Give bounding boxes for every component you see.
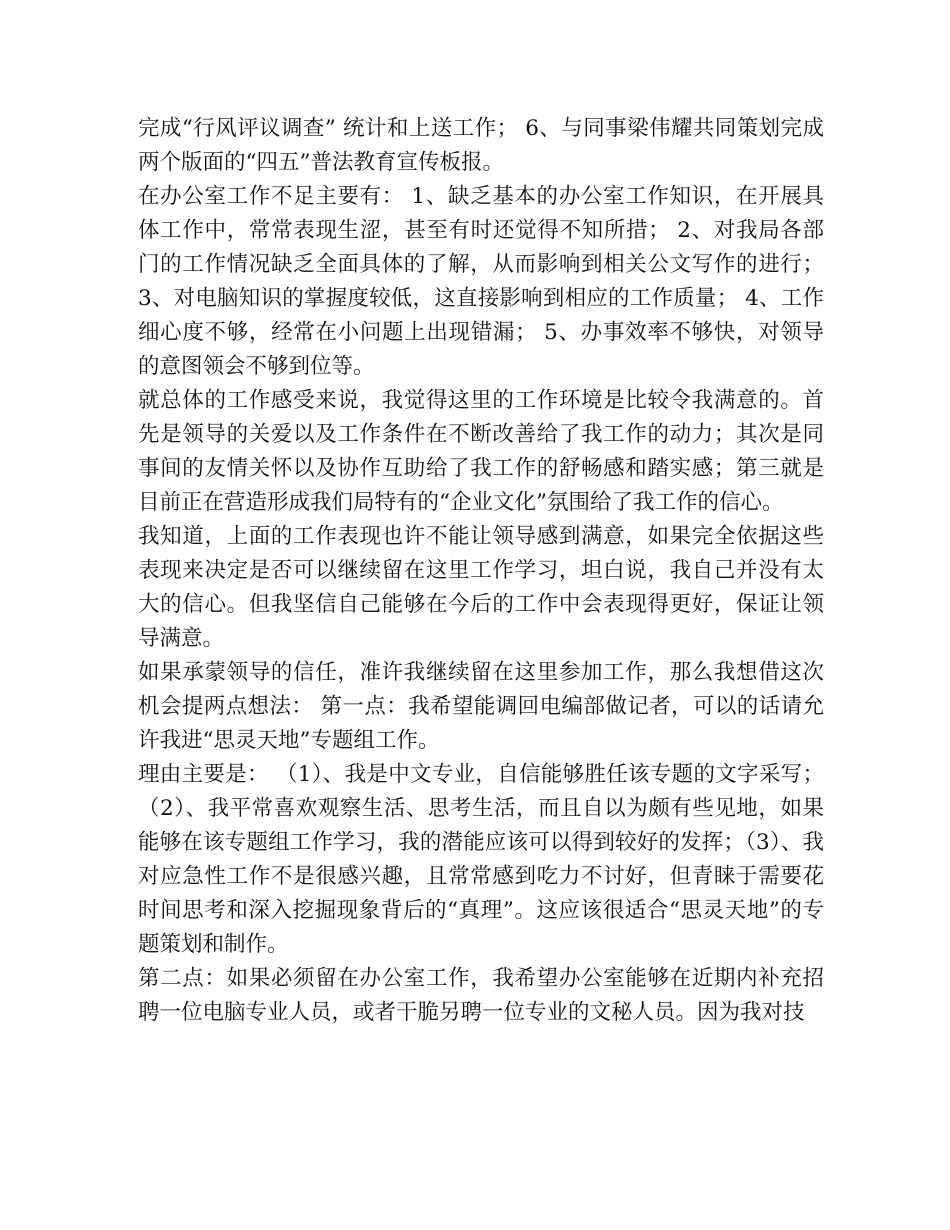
paragraph: 我知道，上面的工作表现也许不能让领导感到满意，如果完全依据这些表现来决定是否可以继续留在这里工作学习，坦白说，我自己并没有太大的信心。但我坚信自己能够在今后的工作中会表现得更好，保证让领导满意。 [138, 524, 824, 651]
paragraph: 如果承蒙领导的信任，准许我继续留在这里参加工作，那么我想借这次机会提两点想法： 第一点：我希望能调回电编部做记者，可以的话请允许我进“思灵天地”专题组工作。 [138, 660, 824, 753]
document-body [138, 112, 831, 1030]
paragraph: 就总体的工作感受来说，我觉得这里的工作环境是比较令我满意的。首先是领导的关爱以及工作条件在不断改善给了我工作的动力；其次是同事间的友情关怀以及协作互助给了我工作的舒畅感和踏实感；第三就是目前正在营造形成我们局特有的“企业文化”氛围给了我工作的信心。 [138, 388, 824, 515]
paragraph: 完成“行风评议调查” 统计和上送工作； 6、与同事梁伟耀共同策划完成两个版面的“四五”普法教育宣传板报。 [138, 116, 824, 175]
paragraph: 理由主要是： （1）、我是中文专业，自信能够胜任该专题的文字采写；（2）、我平常喜欢观察生活、思考生活，而且自以为颇有些见地，如果能够在该专题组工作学习，我的潜能应该可以得到较好的发挥；（3）、我对应急性工作不是很感兴趣，且常常感到吃力不讨好，但青睐于需要花时间思考和深入挖掘现象背后的“真理”。这应该很适合“思灵天地”的专题策划和制作。 [138, 762, 824, 957]
paragraph: 第二点：如果必须留在办公室工作，我希望办公室能够在近期内补充招聘一位电脑专业人员，或者干脆另聘一位专业的文秘人员。因为我对技 [138, 966, 824, 1025]
paragraph: 在办公室工作不足主要有： 1、缺乏基本的办公室工作知识，在开展具体工作中，常常表现生涩，甚至有时还觉得不知所措； 2、对我局各部门的工作情况缺乏全面具体的了解，从而影响到相关公文写作的进行； 3、对电脑知识的掌握度较低，这直接影响到相应的工作质量； 4、工作细心度不够，经常在小问题上出现错漏； 5、办事效率不够快，对领导的意图领会不够到位等。 [138, 184, 831, 379]
